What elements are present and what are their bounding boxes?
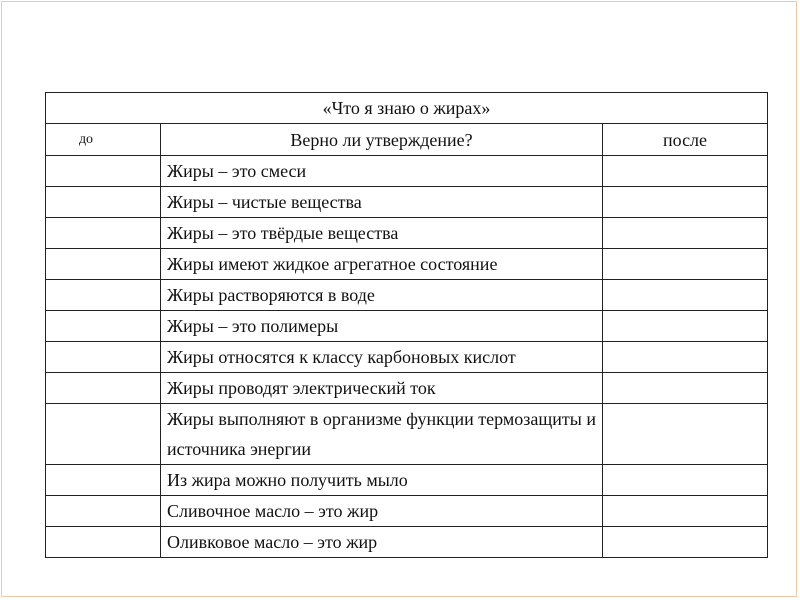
- cell-after[interactable]: [603, 527, 768, 558]
- table-row: [46, 373, 768, 404]
- cell-statement: Сливочное масло – это жир: [161, 496, 603, 527]
- cell-after[interactable]: [603, 280, 768, 311]
- cell-statement: Жиры – это смеси: [161, 156, 603, 187]
- table-row: [46, 187, 768, 218]
- cell-before[interactable]: [46, 280, 161, 311]
- cell-after[interactable]: [603, 218, 768, 249]
- table-title-row: [46, 93, 768, 124]
- cell-statement: Жиры растворяются в воде: [161, 280, 603, 311]
- header-statement: Верно ли утверждение?: [161, 124, 603, 156]
- cell-after[interactable]: [603, 404, 768, 465]
- cell-after[interactable]: [603, 249, 768, 280]
- cell-statement: Оливковое масло – это жир: [161, 527, 603, 558]
- cell-statement: Жиры имеют жидкое агрегатное состояние: [161, 249, 603, 280]
- cell-statement: Жиры – это твёрдые вещества: [161, 218, 603, 249]
- table-row: [46, 465, 768, 496]
- table-row: [46, 496, 768, 527]
- cell-before[interactable]: [46, 527, 161, 558]
- header-before: до: [46, 124, 161, 156]
- cell-before[interactable]: [46, 218, 161, 249]
- cell-after[interactable]: [603, 496, 768, 527]
- table-row: [46, 404, 768, 465]
- table-title: «Что я знаю о жирах»: [46, 93, 768, 124]
- table-row: [46, 311, 768, 342]
- cell-before[interactable]: [46, 311, 161, 342]
- table-header-row: [46, 124, 768, 156]
- table-row: [46, 280, 768, 311]
- cell-after[interactable]: [603, 465, 768, 496]
- cell-statement: Жиры относятся к классу карбоновых кислот: [161, 342, 603, 373]
- cell-before[interactable]: [46, 465, 161, 496]
- cell-before[interactable]: [46, 404, 161, 465]
- table-row: [46, 218, 768, 249]
- header-after: после: [603, 124, 768, 156]
- cell-after[interactable]: [603, 187, 768, 218]
- table-row: [46, 249, 768, 280]
- cell-after[interactable]: [603, 373, 768, 404]
- cell-before[interactable]: [46, 249, 161, 280]
- cell-before[interactable]: [46, 156, 161, 187]
- cell-before[interactable]: [46, 496, 161, 527]
- cell-statement: Жиры выполняют в организме функции термозащиты и источника энергии: [161, 404, 603, 465]
- cell-statement: Жиры проводят электрический ток: [161, 373, 603, 404]
- table-row: [46, 156, 768, 187]
- cell-before[interactable]: [46, 342, 161, 373]
- cell-before[interactable]: [46, 187, 161, 218]
- cell-statement: Жиры – это полимеры: [161, 311, 603, 342]
- cell-statement: Жиры – чистые вещества: [161, 187, 603, 218]
- cell-after[interactable]: [603, 311, 768, 342]
- table-row: [46, 527, 768, 558]
- cell-after[interactable]: [603, 342, 768, 373]
- cell-after[interactable]: [603, 156, 768, 187]
- cell-statement: Из жира можно получить мыло: [161, 465, 603, 496]
- table-row: [46, 342, 768, 373]
- cell-before[interactable]: [46, 373, 161, 404]
- fats-survey-table: [45, 92, 768, 558]
